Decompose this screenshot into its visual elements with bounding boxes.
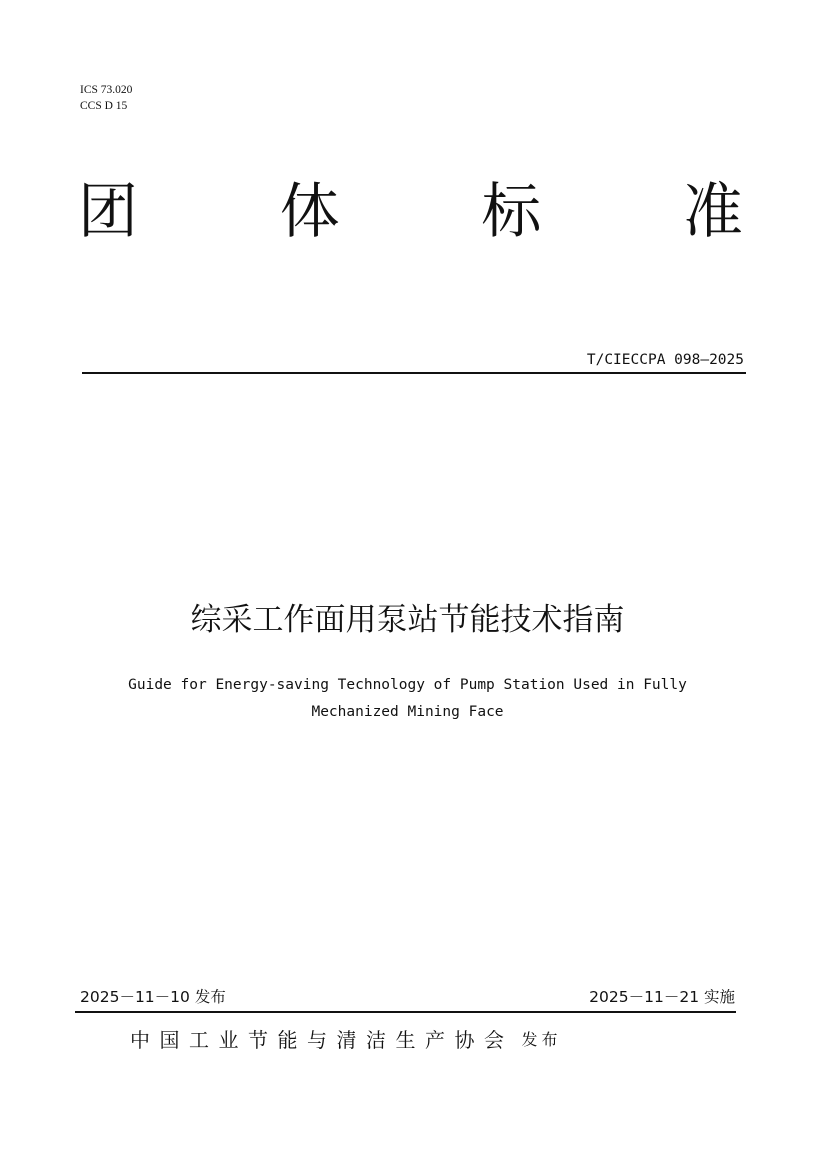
english-title-line-2: Mechanized Mining Face bbox=[311, 704, 504, 720]
ccs-code: CCS D 15 bbox=[80, 100, 128, 112]
publisher-name: 中国工业节能与清洁生产协会 bbox=[130, 1027, 514, 1052]
english-title-line-1: Guide for Energy-saving Technology of Pump Station Used in Fully bbox=[128, 677, 687, 693]
standard-number: T/CIECCPA 098—2025 bbox=[586, 352, 744, 368]
heading-char-1: 团 bbox=[78, 177, 138, 247]
publisher bbox=[130, 1023, 690, 1053]
ics-code: ICS 73.020 bbox=[80, 84, 133, 96]
bottom-divider bbox=[75, 1011, 736, 1013]
publisher-suffix: 发布 bbox=[521, 1029, 562, 1049]
implement-date: 2025－11－21 实施 bbox=[589, 988, 735, 1006]
classification-codes bbox=[80, 82, 132, 114]
document-type-heading bbox=[78, 172, 743, 252]
heading-char-2: 体 bbox=[279, 177, 340, 247]
heading-char-3: 标 bbox=[481, 177, 542, 247]
heading-char-4: 准 bbox=[682, 177, 743, 247]
chinese-title: 综采工作面用泵站节能技术指南 bbox=[190, 602, 625, 638]
publish-date: 2025－11－10 发布 bbox=[80, 988, 226, 1006]
top-divider bbox=[82, 372, 746, 374]
english-title bbox=[60, 672, 755, 726]
